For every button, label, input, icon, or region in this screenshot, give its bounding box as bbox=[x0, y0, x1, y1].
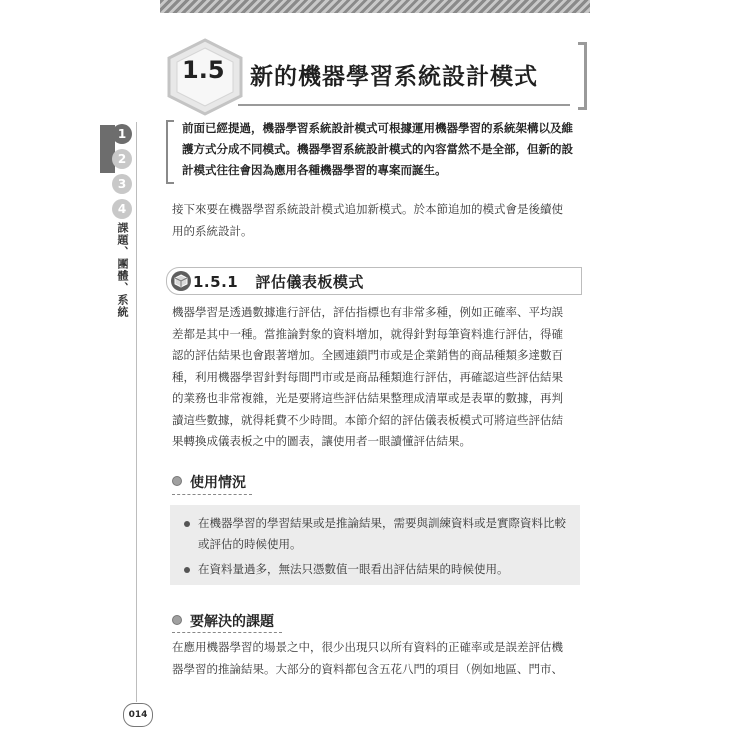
usage-bullet-line: 或評估的時候使用。 bbox=[198, 537, 302, 551]
subsection-header bbox=[166, 267, 582, 295]
problem-heading-underline bbox=[172, 632, 282, 633]
chapter-3-number: 3 bbox=[117, 177, 127, 191]
paragraph-line: 在應用機器學習的場景之中，很少出現只以所有資料的正確率或是誤差評估機 bbox=[172, 640, 563, 654]
paragraph-line: 差都是其中一種。當推論對象的資料增加，就得針對每筆資料進行評估，得確 bbox=[172, 326, 563, 341]
section-number: 1.5 bbox=[182, 56, 225, 84]
usage-bullet bbox=[184, 513, 568, 555]
top-hatched-bar bbox=[160, 0, 590, 13]
problem-heading bbox=[172, 611, 274, 631]
paragraph-line: 用的系統設計。 bbox=[172, 223, 253, 238]
usage-bullet bbox=[184, 559, 568, 580]
chapter-4-number: 4 bbox=[117, 202, 127, 216]
paragraph-1 bbox=[172, 199, 584, 242]
paragraph-line: 器學習的推論結果。大部分的資料都包含五花八門的項目（例如地區、門市、 bbox=[172, 661, 563, 676]
chapter-4-marker bbox=[112, 199, 132, 219]
section-bracket bbox=[578, 42, 587, 110]
usage-bullet-line: 在機器學習的學習結果或是推論結果，需要與訓練資料或是實際資料比較 bbox=[198, 516, 566, 530]
section-title: 新的機器學習系統設計模式 bbox=[250, 64, 538, 90]
problem-paragraph bbox=[172, 637, 584, 680]
usage-box bbox=[170, 505, 580, 585]
paragraph-line: 接下來要在機器學習系統設計模式追加新模式。於本節追加的模式會是後續使 bbox=[172, 202, 563, 216]
paragraph-line: 機器學習是透過數據進行評估，評估指標也有非常多種，例如正確率、平均誤 bbox=[172, 305, 563, 319]
paragraph-line: 種，利用機器學習針對每間門市或是商品種類進行評估，再確認這些評估結果 bbox=[172, 369, 563, 384]
paragraph-2 bbox=[172, 302, 584, 453]
cube-icon bbox=[171, 271, 191, 291]
subsection-title bbox=[193, 271, 364, 292]
intro-line: 計模式往往會因為應用各種機器學習的專案而誕生。 bbox=[182, 163, 447, 177]
bullet-dot-icon bbox=[172, 476, 182, 486]
paragraph-line: 果轉換成儀表板之中的圖表，讓使用者一眼讀懂評估結果。 bbox=[172, 434, 471, 448]
section-rule bbox=[238, 104, 570, 106]
chapter-title-vertical: 課題、團體、系統 bbox=[116, 222, 129, 318]
chapter-1-number: 1 bbox=[117, 127, 127, 141]
intro-summary bbox=[170, 116, 592, 181]
chapter-2-marker bbox=[112, 149, 132, 169]
usage-heading-underline bbox=[172, 494, 252, 495]
page-number: 014 bbox=[123, 703, 153, 727]
usage-bullet-line: 在資料量過多，無法只憑數值一眼看出評估結果的時候使用。 bbox=[198, 562, 509, 576]
chapter-2-number: 2 bbox=[117, 152, 127, 166]
usage-heading-text: 使用情況 bbox=[190, 475, 246, 491]
subsection-number: 1.5.1 bbox=[193, 273, 239, 291]
chapter-3-marker bbox=[112, 174, 132, 194]
intro-line: 前面已經提過，機器學習系統設計模式可根據運用機器學習的系統架構以及維 bbox=[182, 121, 573, 135]
chapter-1-marker bbox=[112, 124, 132, 144]
intro-line: 護方式分成不同模式。機器學習系統設計模式的內容當然不是全部，但新的設 bbox=[182, 142, 573, 156]
bullet-dot-icon bbox=[172, 615, 182, 625]
chapter-divider-line bbox=[136, 122, 137, 702]
paragraph-line: 的業務也非常複雜，光是要將這些評估結果整理成清單或是表單的數據，再判 bbox=[172, 391, 563, 405]
usage-heading bbox=[172, 472, 246, 492]
subsection-label: 評估儀表板模式 bbox=[255, 273, 364, 291]
problem-heading-text: 要解決的課題 bbox=[190, 614, 274, 630]
paragraph-line: 讀這些數據，就得耗費不少時間。本節介紹的評估儀表板模式可將這些評估結 bbox=[172, 412, 563, 427]
paragraph-line: 認的評估結果也會跟著增加。全國連鎖門市或是企業銷售的商品種類多達數百 bbox=[172, 348, 563, 362]
